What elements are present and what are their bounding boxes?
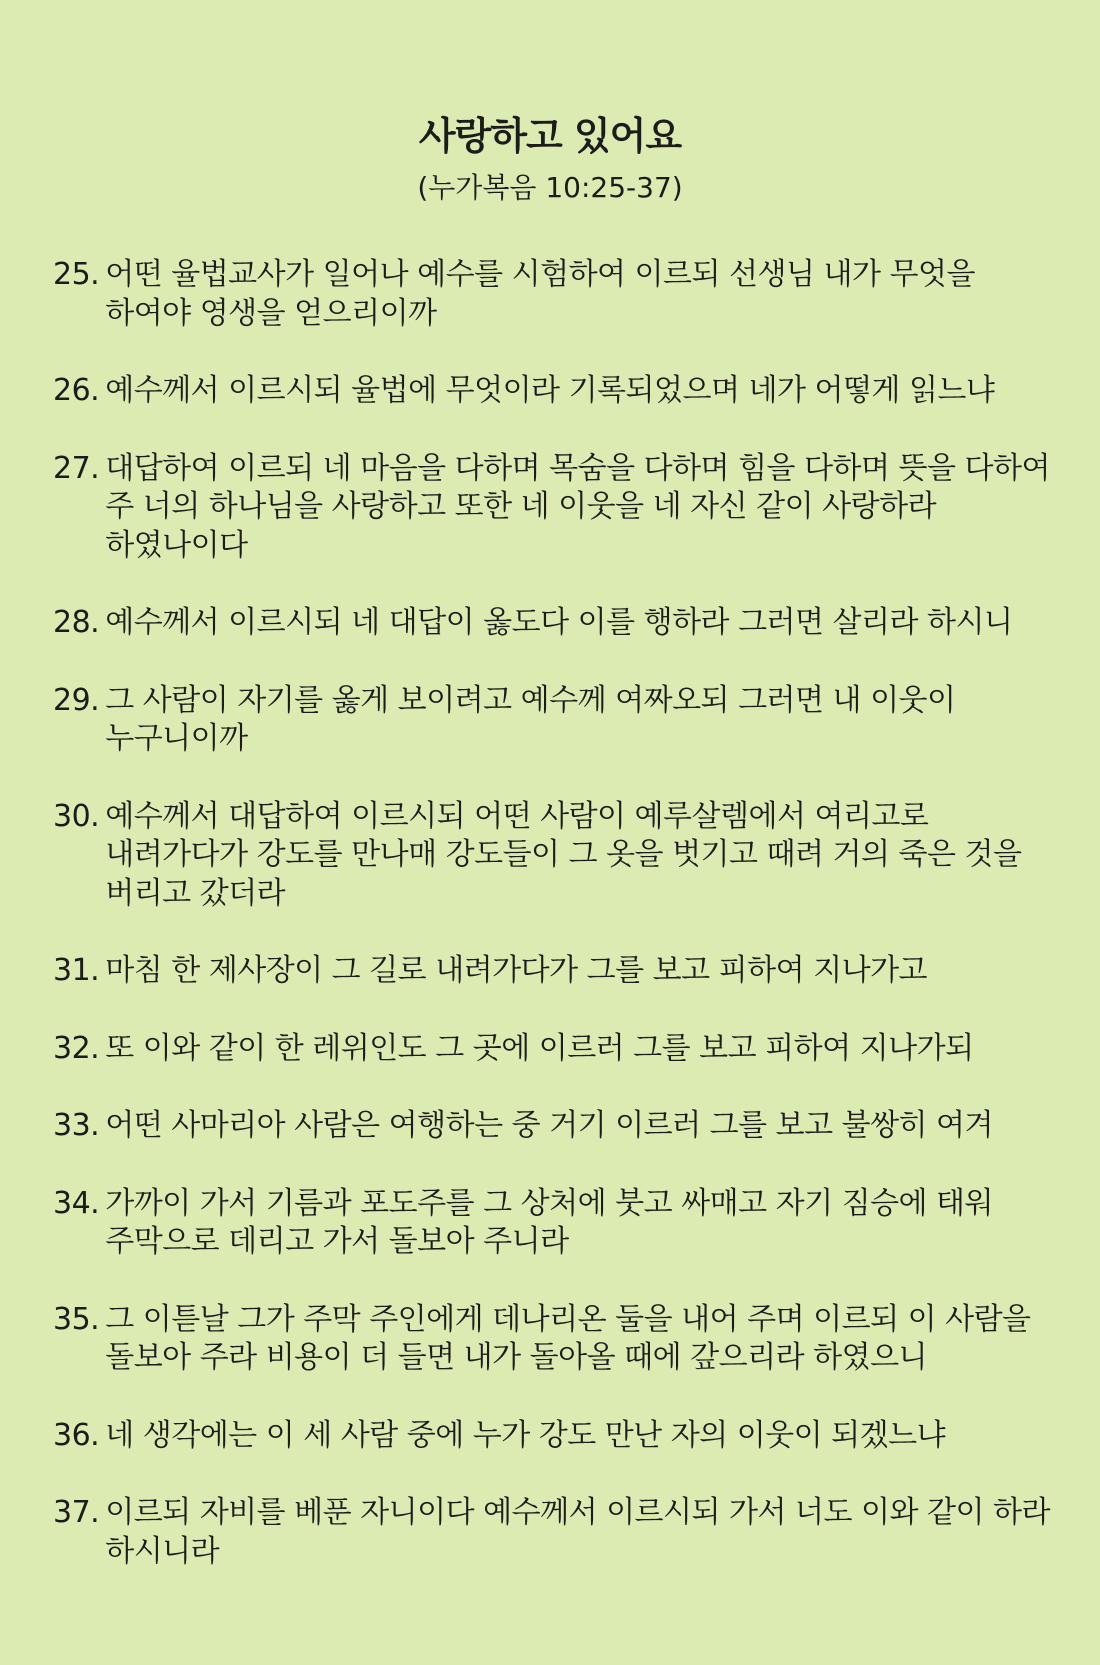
verse-35 — [53, 1301, 1053, 1378]
verse-text: 예수께서 대답하여 이르시되 어떤 사람이 예루살렘에서 여리고로 내려가다가 강도를 만나매 강도들이 그 옷을 벗기고 때려 거의 죽은 것을 버리고 갔더라 — [105, 798, 1022, 911]
verse-33 — [53, 1107, 1053, 1146]
verse-text: 예수께서 이르시되 네 대답이 옳도다 이를 행하라 그러면 살리라 하시니 — [105, 605, 1013, 640]
verse-37 — [53, 1494, 1053, 1571]
verse-number: 27. — [53, 450, 100, 486]
verse-text: 예수께서 이르시되 율법에 무엇이라 기록되었으며 네가 어떻게 읽느냐 — [105, 373, 995, 408]
scripture-reference: (누가복음 10:25-37) — [417, 171, 683, 204]
verse-26 — [53, 372, 1053, 411]
verse-text: 대답하여 이르되 네 마음을 다하며 목숨을 다하며 힘을 다하며 뜻을 다하여 주 너의 하나님을 사랑하고 또한 네 이웃을 네 자신 같이 사랑하라 하였나이다 — [105, 450, 1050, 563]
verse-number: 25. — [53, 257, 100, 292]
verse-number: 29. — [53, 682, 100, 718]
verse-text: 그 이튿날 그가 주막 주인에게 데나리온 둘을 내어 주며 이르되 이 사람을 돌보아 주라 비용이 더 들면 내가 돌아올 때에 갚으리라 하였으니 — [105, 1301, 1031, 1375]
verse-text: 그 사람이 자기를 옳게 보이려고 예수께 여짜오되 그러면 내 이웃이 누구니이까 — [105, 682, 956, 756]
verse-31 — [53, 952, 1053, 991]
verse-number: 26. — [53, 373, 100, 408]
verse-number: 36. — [53, 1417, 100, 1453]
verse-list — [53, 256, 1053, 1610]
verse-27 — [53, 450, 1053, 566]
page-title: 사랑하고 있어요 — [418, 114, 682, 158]
verse-36 — [53, 1417, 1053, 1456]
verse-number: 32. — [53, 1030, 100, 1066]
verse-29 — [53, 682, 1053, 759]
verse-text: 가까이 가서 기름과 포도주를 그 상처에 붓고 싸매고 자기 짐승에 태워 주막으로 데리고 가서 돌보아 주니라 — [105, 1185, 994, 1259]
verse-text: 어떤 사마리아 사람은 여행하는 중 거기 이르러 그를 보고 불쌍히 여겨 — [105, 1108, 994, 1143]
verse-25 — [53, 256, 1053, 333]
verse-number: 33. — [53, 1108, 100, 1143]
verse-text: 네 생각에는 이 세 사람 중에 누가 강도 만난 자의 이웃이 되겠느냐 — [105, 1417, 946, 1453]
verse-text: 이르되 자비를 베푼 자니이다 예수께서 이르시되 가서 너도 이와 같이 하라 하시니라 — [105, 1495, 1050, 1569]
verse-number: 35. — [53, 1301, 100, 1337]
verse-34 — [53, 1185, 1053, 1262]
verse-number: 37. — [53, 1495, 100, 1530]
verse-number: 30. — [53, 798, 100, 834]
verse-number: 28. — [53, 605, 100, 640]
verse-28 — [53, 604, 1053, 643]
verse-text: 마침 한 제사장이 그 길로 내려가다가 그를 보고 피하여 지나가고 — [105, 953, 928, 988]
verse-30 — [53, 798, 1053, 914]
verse-text: 어떤 율법교사가 일어나 예수를 시험하여 이르되 선생님 내가 무엇을 하여야 영생을 얻으리이까 — [105, 257, 975, 331]
verse-number: 34. — [53, 1185, 100, 1221]
verse-32 — [53, 1030, 1053, 1069]
verse-number: 31. — [53, 953, 100, 988]
verse-text: 또 이와 같이 한 레위인도 그 곳에 이르러 그를 보고 피하여 지나가되 — [105, 1030, 974, 1066]
